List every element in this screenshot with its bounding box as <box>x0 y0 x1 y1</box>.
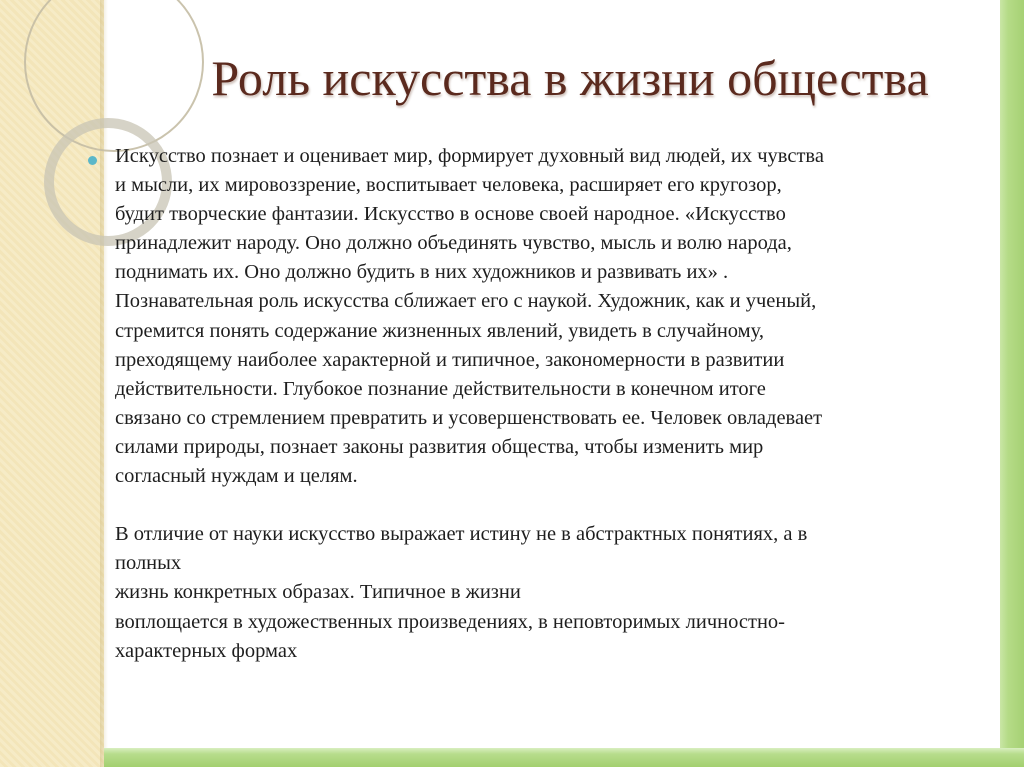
paragraph-gap <box>115 491 995 520</box>
slide-title: Роль искусства в жизни общества <box>211 50 929 106</box>
paragraph-line: воплощается в художественных произведениях, в неповторимых личностно- <box>115 610 786 633</box>
bullet-dot-icon <box>88 156 97 165</box>
paragraph-line: будит творческие фантазии. Искусство в основе своей народное. «Искусство <box>115 203 786 226</box>
slide-body <box>115 142 995 666</box>
paragraph-line: и мысли, их мировоззрение, воспитывает человека, расширяет его кругозор, <box>115 174 782 197</box>
paragraph-line: связано со стремлением превратить и усовершенствовать ее. Человек овладевает <box>115 406 823 429</box>
paragraph-line: преходящему наиболее характерной и типичное, закономерности в развитии <box>115 348 785 371</box>
paragraph-line: жизнь конкретных образах. Типичное в жизни <box>115 581 521 604</box>
right-green-border <box>1000 0 1024 767</box>
paragraph-line: поднимать их. Оно должно будить в них художников и развивать их» . <box>115 261 729 284</box>
paragraph-line: согласный нуждам и целям. <box>115 465 358 488</box>
paragraph-line: силами природы, познает законы развития общества, чтобы изменить мир <box>115 435 764 458</box>
paragraph-line: Искусство познает и оценивает мир, формирует духовный вид людей, их чувства <box>115 145 824 167</box>
paragraph-line: характерных формах <box>115 639 298 662</box>
paragraph-line: Познавательная роль искусства сближает его с наукой. Художник, как и ученый, <box>115 290 817 313</box>
paragraph-line: принадлежит народу. Оно должно объединять чувство, мысль и волю народа, <box>115 232 792 255</box>
paragraph-line: действительности. Глубокое познание действительности в конечном итоге <box>115 377 766 400</box>
bottom-green-border <box>104 748 1024 767</box>
paragraph-line: В отличие от науки искусство выражает истину не в абстрактных понятиях, а в <box>115 523 808 546</box>
paragraph-line: полных <box>115 552 182 575</box>
paragraph-line: стремится понять содержание жизненных явлений, увидеть в случайному, <box>115 319 764 342</box>
